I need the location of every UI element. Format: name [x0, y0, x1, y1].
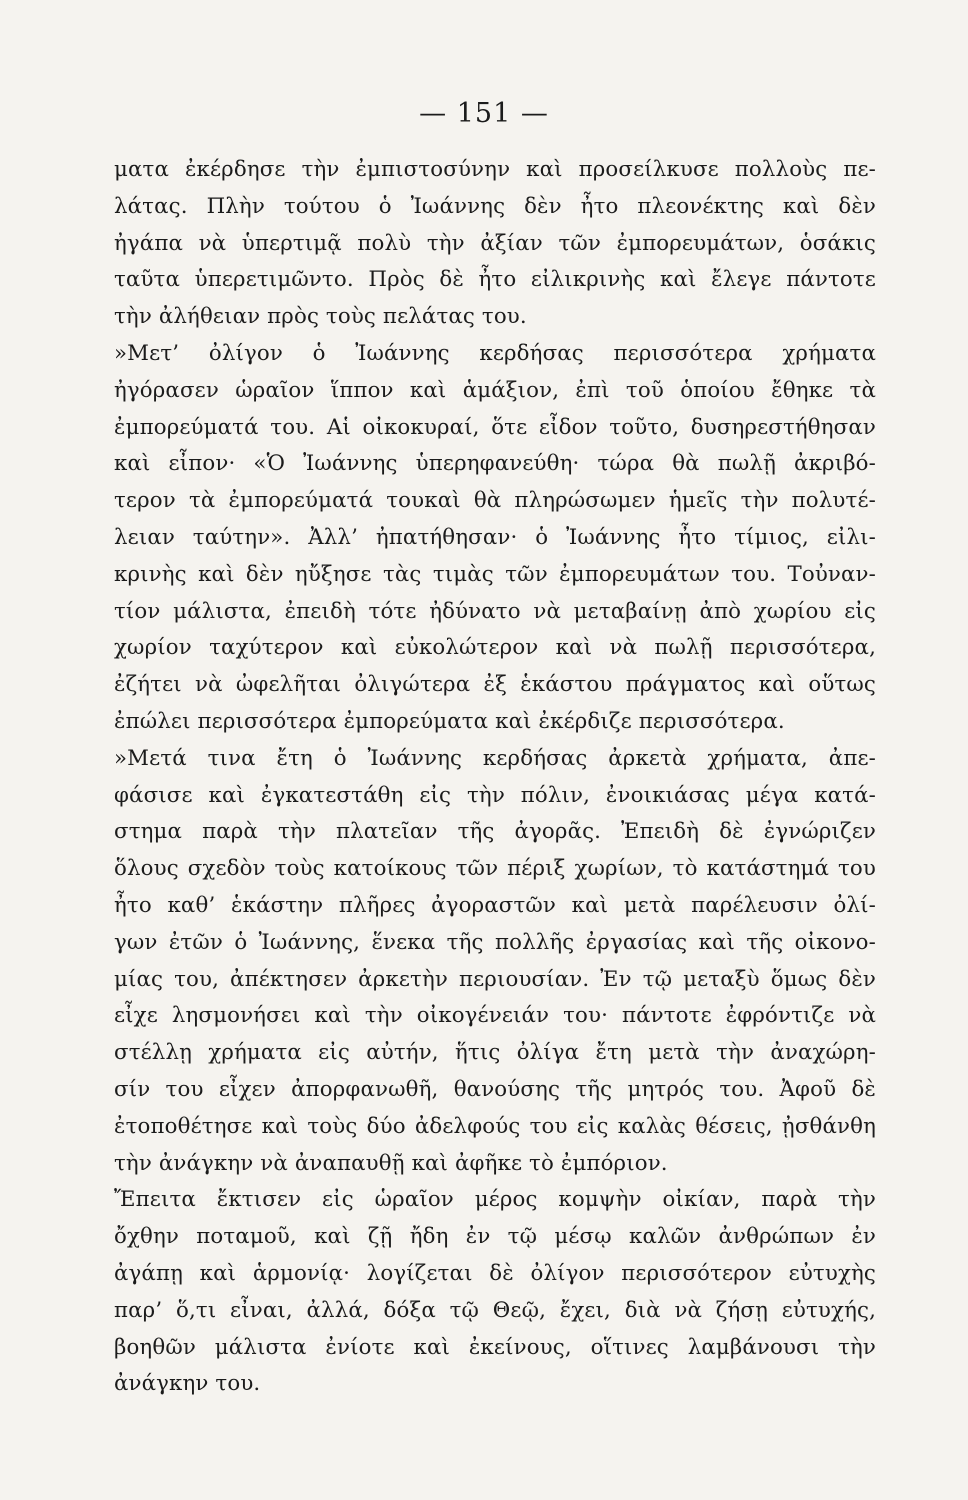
body-text [114, 152, 876, 1403]
text-line: »Μετ’ ὀλίγον ὁ Ἰωάννης κερδήσας περισσότερα χρήματα [114, 340, 876, 366]
text-line: ἠγάπα νὰ ὑπερτιμᾷ πολὺ τὴν ἀξίαν τῶν ἐμπορευμάτων, ὁσάκις [114, 230, 876, 256]
text-line: λάτας. Πλὴν τούτου ὁ Ἰωάννης δὲν ἦτο πλεονέκτης καὶ δὲν [114, 193, 876, 219]
text-line: ἀνάγκην του. [114, 1371, 261, 1397]
text-line: παρ’ ὅ,τι εἶναι, ἀλλά, δόξα τῷ Θεῷ, ἔχει, διὰ νὰ ζήσῃ εὐτυχής, [114, 1297, 876, 1323]
text-line: ἐζήτει νὰ ὠφελῆται ὀλιγώτερα ἐξ ἑκάστου πράγματος καὶ οὕτως [114, 672, 876, 698]
text-line: καὶ εἶπον· «Ὁ Ἰωάννης ὑπερηφανεύθη· τώρα θὰ πωλῇ ἀκριβό- [114, 451, 876, 477]
text-line: τίον μάλιστα, ἐπειδὴ τότε ἠδύνατο νὰ μεταβαίνῃ ἀπὸ χωρίου εἰς [114, 598, 876, 624]
text-line: εἶχε λησμονήσει καὶ τὴν οἰκογένειάν του· πάντοτε ἐφρόντιζε νὰ [114, 1003, 876, 1029]
text-line: ἐτοποθέτησε καὶ τοὺς δύο ἀδελφούς του εἰς καλὰς θέσεις, ᾐσθάνθη [114, 1113, 876, 1139]
text-line: ἐμπορεύματά του. Αἱ οἰκοκυραί, ὅτε εἶδον τοῦτο, δυσηρεστήθησαν [114, 414, 876, 440]
text-line: φάσισε καὶ ἐγκατεστάθη εἰς τὴν πόλιν, ἐνοικιάσας μέγα κατά- [114, 782, 876, 808]
text-line: τὴν ἀλήθειαν πρὸς τοὺς πελάτας του. [114, 304, 527, 330]
text-line: κρινὴς καὶ δὲν ηὔξησε τὰς τιμὰς τῶν ἐμπορευμάτων του. Τοὐναν- [114, 561, 876, 587]
text-line: τὴν ἀνάγκην νὰ ἀναπαυθῇ καὶ ἀφῆκε τὸ ἐμπόριον. [114, 1150, 668, 1176]
text-line: χωρίον ταχύτερον καὶ εὐκολώτερον καὶ νὰ πωλῇ περισσότερα, [114, 635, 876, 661]
text-line: ἦτο καθ’ ἑκάστην πλῆρες ἀγοραστῶν καὶ μετὰ παρέλευσιν ὀλί- [114, 892, 876, 918]
page-number: — 151 — [419, 98, 549, 129]
text-line: ταῦτα ὑπερετιμῶντο. Πρὸς δὲ ἦτο εἰλικρινὴς καὶ ἔλεγε πάντοτε [114, 267, 876, 293]
text-line: βοηθῶν μάλιστα ἐνίοτε καὶ ἐκείνους, οἵτινες λαμβάνουσι τὴν [114, 1334, 876, 1360]
text-line: ἠγόρασεν ὡραῖον ἵππον καὶ ἁμάξιον, ἐπὶ τοῦ ὁποίου ἔθηκε τὰ [114, 377, 876, 403]
text-line: ματα ἐκέρδησε τὴν ἐμπιστοσύνην καὶ προσείλκυσε πολλοὺς πε- [114, 157, 876, 182]
text-line: »Μετά τινα ἔτη ὁ Ἰωάννης κερδήσας ἀρκετὰ χρήματα, ἀπε- [114, 745, 876, 771]
text-line: τερον τὰ ἐμπορεύματά τουκαὶ θὰ πληρώσωμεν ἡμεῖς τὴν πολυτέ- [114, 488, 876, 514]
text-line: Ἔπειτα ἔκτισεν εἰς ὡραῖον μέρος κομψὴν οἰκίαν, παρὰ τὴν [114, 1187, 876, 1213]
text-line: γων ἐτῶν ὁ Ἰωάννης, ἕνεκα τῆς πολλῆς ἐργασίας καὶ τῆς οἰκονο- [114, 929, 876, 955]
text-line: λειαν ταύτην». Ἀλλ’ ἠπατήθησαν· ὁ Ἰωάννης ἦτο τίμιος, εἰλι- [114, 524, 876, 550]
text-line: ἀγάπῃ καὶ ἁρμονίᾳ· λογίζεται δὲ ὀλίγον περισσότερον εὐτυχὴς [114, 1260, 876, 1286]
text-line: ὅλους σχεδὸν τοὺς κατοίκους τῶν πέριξ χωρίων, τὸ κατάστημά του [114, 856, 876, 882]
text-line: σίν του εἶχεν ἀπορφανωθῆ, θανούσης τῆς μητρός του. Ἀφοῦ δὲ [114, 1076, 876, 1102]
text-line: ὄχθην ποταμοῦ, καὶ ζῇ ἤδη ἐν τῷ μέσῳ καλῶν ἀνθρώπων ἐν [114, 1224, 876, 1250]
text-line: στέλλῃ χρήματα εἰς αὐτήν, ἥτις ὀλίγα ἔτη μετὰ τὴν ἀναχώρη- [114, 1040, 876, 1066]
text-line: στημα παρὰ τὴν πλατεῖαν τῆς ἀγορᾶς. Ἐπειδὴ δὲ ἐγνώριζεν [114, 819, 876, 845]
text-line: ἐπώλει περισσότερα ἐμπορεύματα καὶ ἐκέρδιζε περισσότερα. [114, 708, 785, 734]
text-line: μίας του, ἀπέκτησεν ἀρκετὴν περιουσίαν. Ἐν τῷ μεταξὺ ὅμως δὲν [114, 966, 876, 992]
